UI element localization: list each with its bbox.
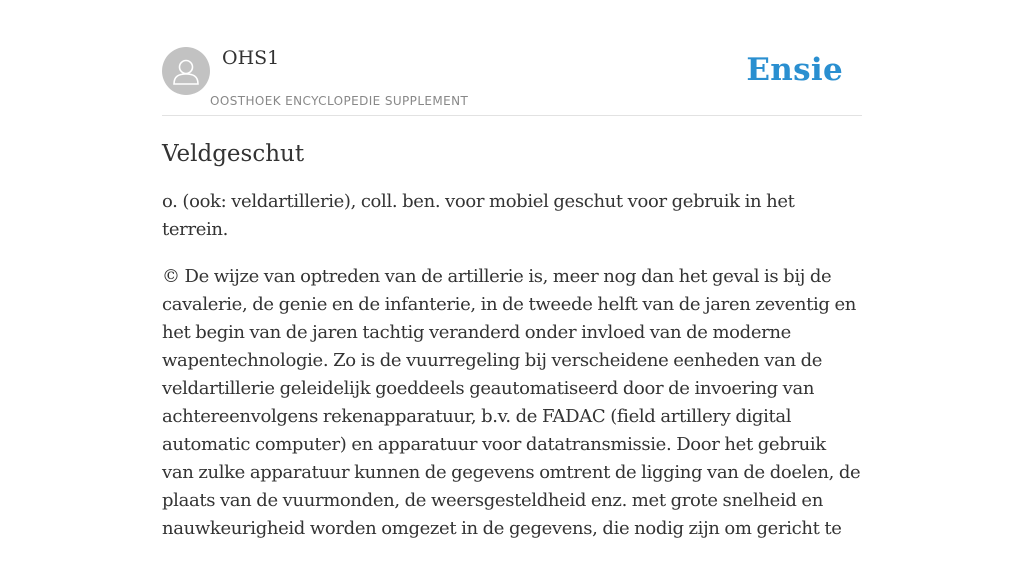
source-name[interactable]: OOSTHOEK ENCYCLOPEDIE SUPPLEMENT — [210, 94, 469, 108]
page — [162, 0, 862, 539]
source-code[interactable]: OHS1 — [222, 47, 280, 69]
article-paragraph-definition: o. (ook: veldartillerie), coll. ben. voor mobiel geschut voor gebruik in het terrein. — [162, 191, 795, 240]
user-icon — [162, 47, 210, 95]
article-paragraph-body: © De wijze van optreden van de artillerie is, meer nog dan het geval is bij de cavalerie, de genie en de infanterie, in de tweede helft van de jaren zeventig en het begin van de jaren tachtig veranderd onder invloed van de moderne wapentechnologie. Zo is de vuurregeling bij verscheidene eenheden van de veldartillerie geleidelijk goeddeels geautomatiseerd door de invoering van achtereenvolgens rekenapparatuur, b.v. de FADAC (field artillery digital automatic computer) en apparatuur voor datatransmissie. Door het gebruik van zulke apparatuur kunnen de gegevens omtrent de ligging van de doelen, de plaats van de vuurmonden, de weersgesteldheid enz. met grote snelheid en nauwkeurigheid worden omgezet in de gegevens, die nodig zijn om gericht te — [162, 266, 861, 539]
avatar[interactable] — [162, 47, 210, 95]
header — [162, 0, 862, 116]
article-title: Veldgeschut — [162, 141, 305, 167]
brand-logo[interactable]: Ensie — [746, 52, 843, 88]
article — [162, 138, 862, 562]
